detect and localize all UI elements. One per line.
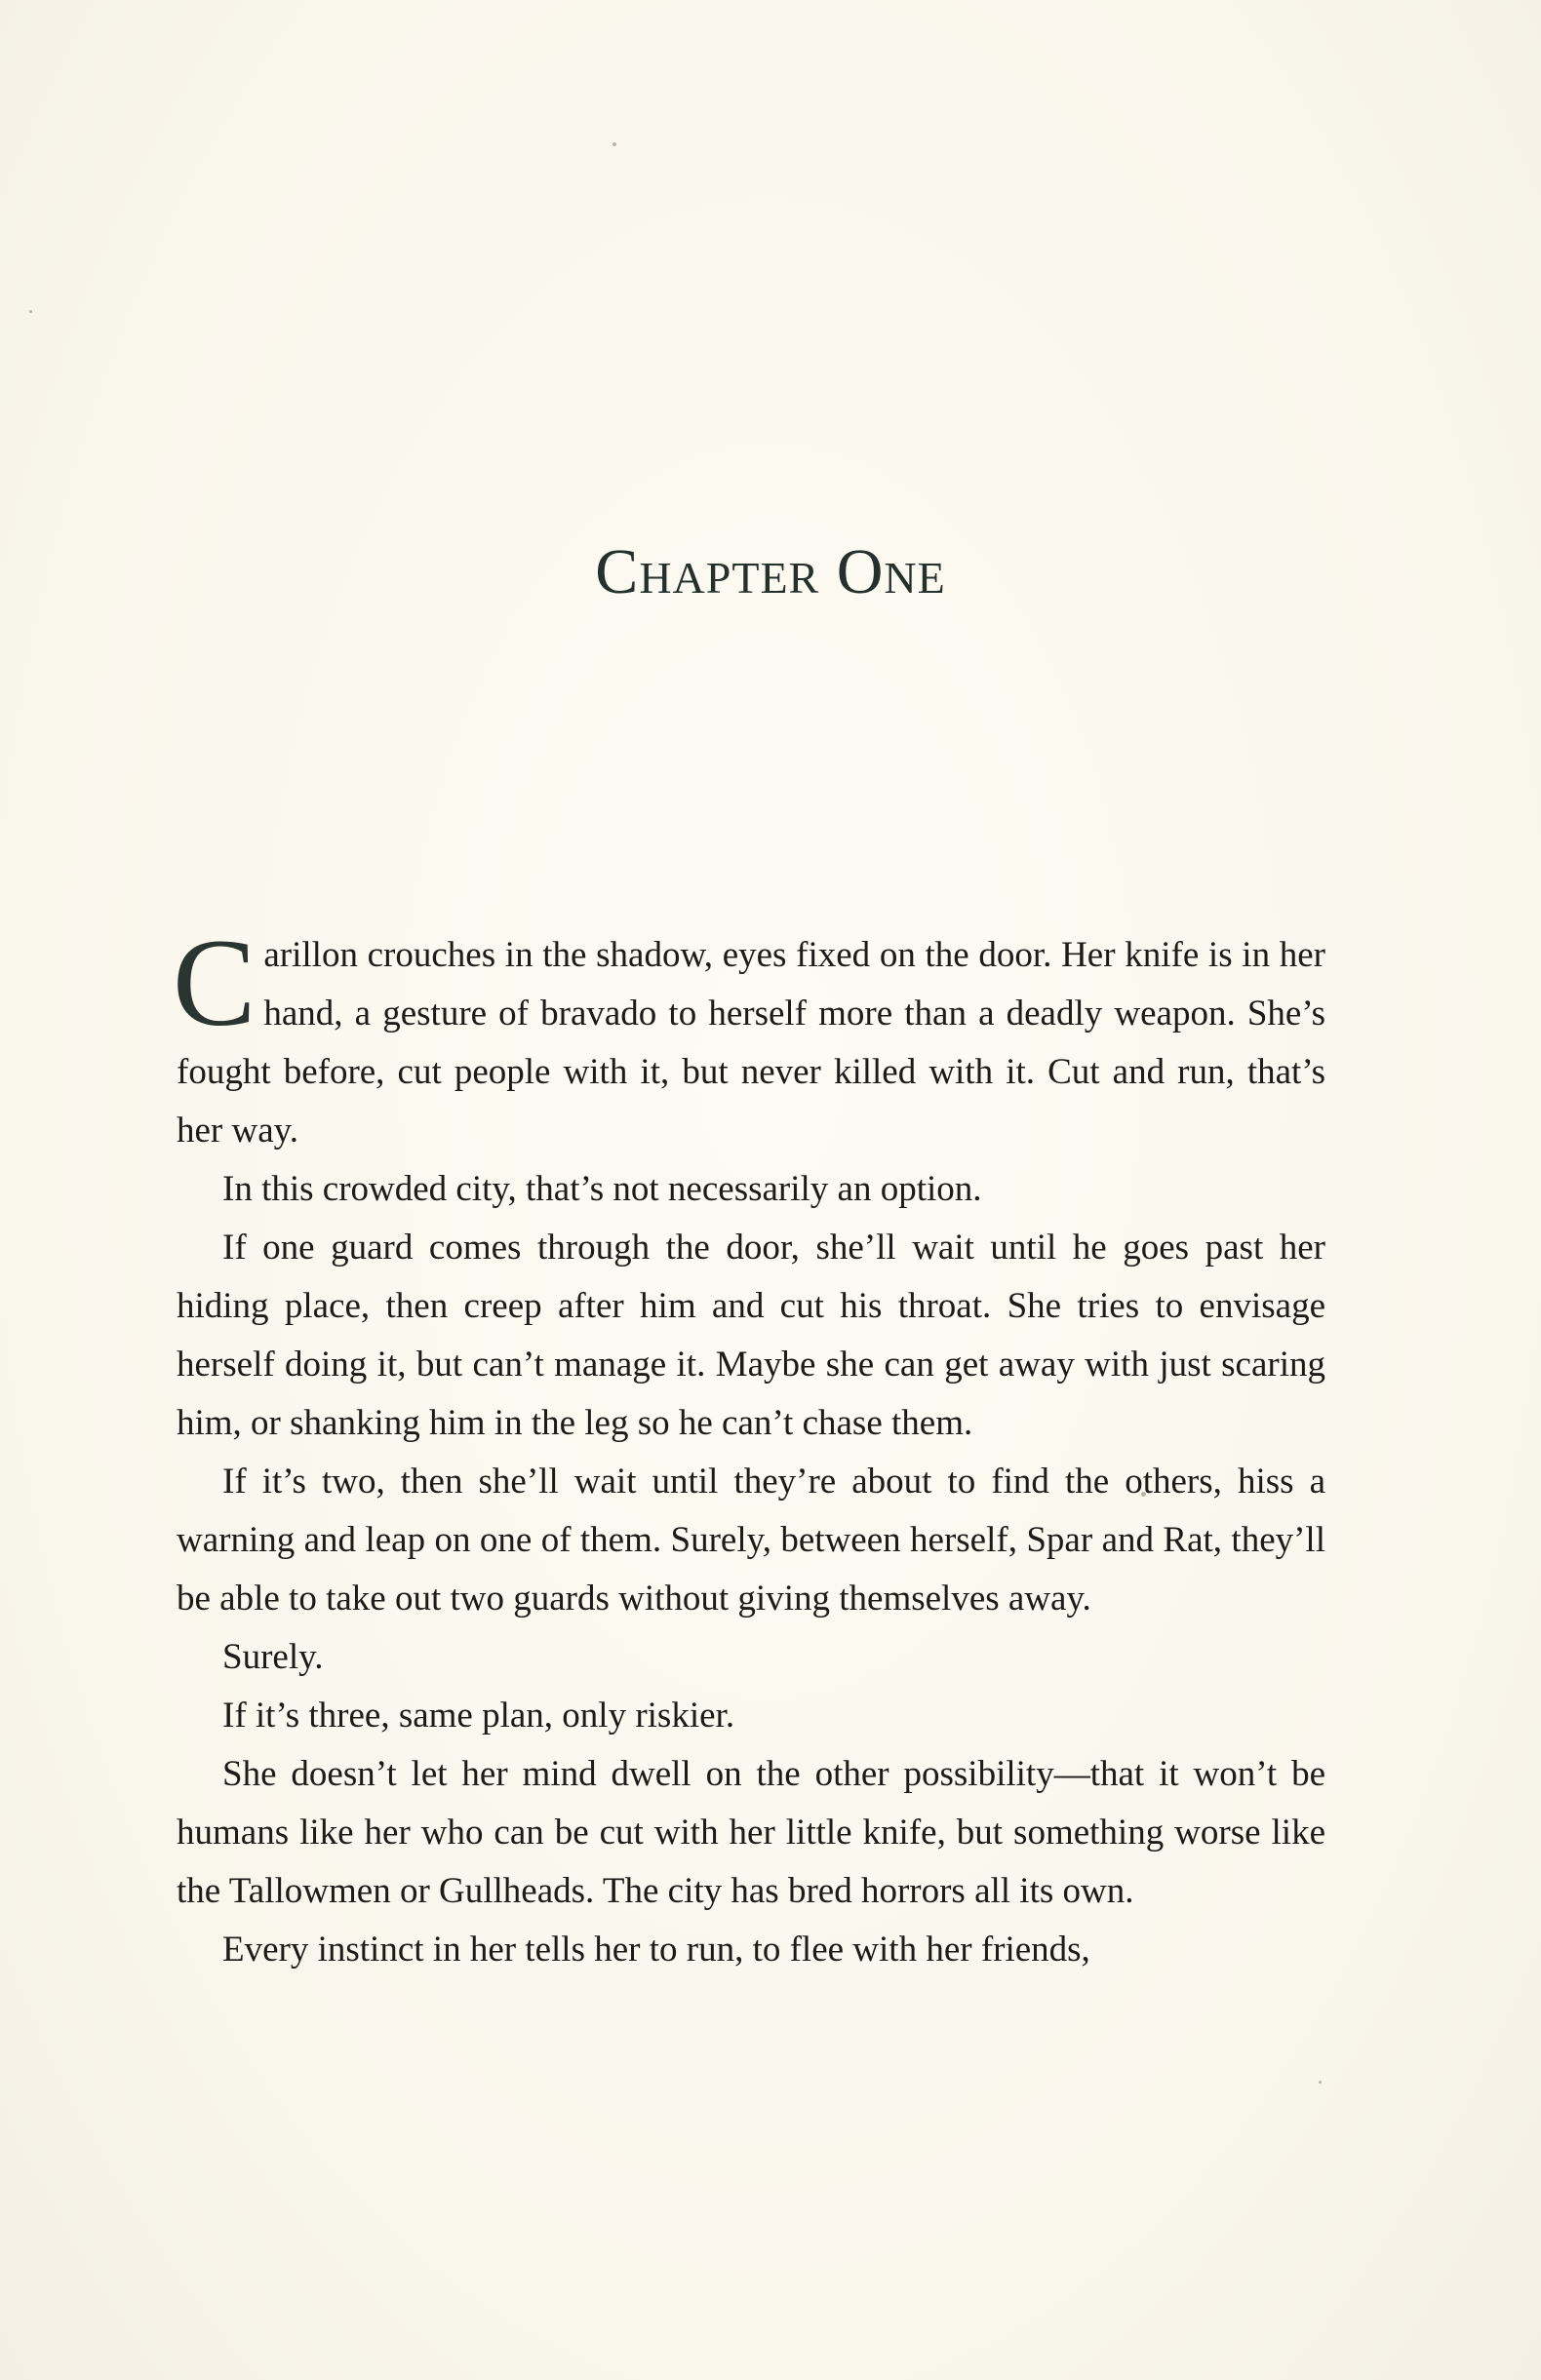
paragraph-8: Every instinct in her tells her to run, to flee with her friends, [222,1930,1090,1970]
page-speck [1319,2081,1322,2084]
paragraph-5: Surely. [222,1637,324,1677]
paragraph-1-text: arillon crouches in the shadow, eyes fixed on the door. Her knife is in her hand, a gesture of bravado to herself more than a deadly weapon. She’s fought before, cut people with it, but never killed with it. Cut and run, that’s her way. [177,935,1325,1151]
chapter-body [173,914,1325,1979]
paragraph-2: In this crowded city, that’s not necessarily an option. [222,1169,982,1209]
drop-cap: C [173,914,257,1052]
paragraph-4: If it’s two, then she’ll wait until they’re about to find the others, hiss a warning and leap on one of them. Surely, between herself, Spar and Rat, they’ll be able to take out two guards without giving themselves away. [177,1462,1325,1619]
page-speck [29,310,32,313]
chapter-title: Chapter One [595,536,946,608]
page-speck [612,142,616,146]
paragraph-1 [173,914,1325,1160]
paragraph-6: If it’s three, same plan, only riskier. [222,1696,735,1736]
paragraph-3: If one guard comes through the door, she’ll wait until he goes past her hiding place, then creep after him and cut his throat. She tries to envisage herself doing it, but can’t manage it. Maybe she can get away with just scaring him, or shanking him in the leg so he can’t chase them. [177,1228,1325,1443]
paragraph-7: She doesn’t let her mind dwell on the other possibility—that it won’t be humans like her who can be cut with her little knife, but something worse like the Tallowmen or Gullheads. The city has bred horrors all its own. [177,1754,1325,1911]
